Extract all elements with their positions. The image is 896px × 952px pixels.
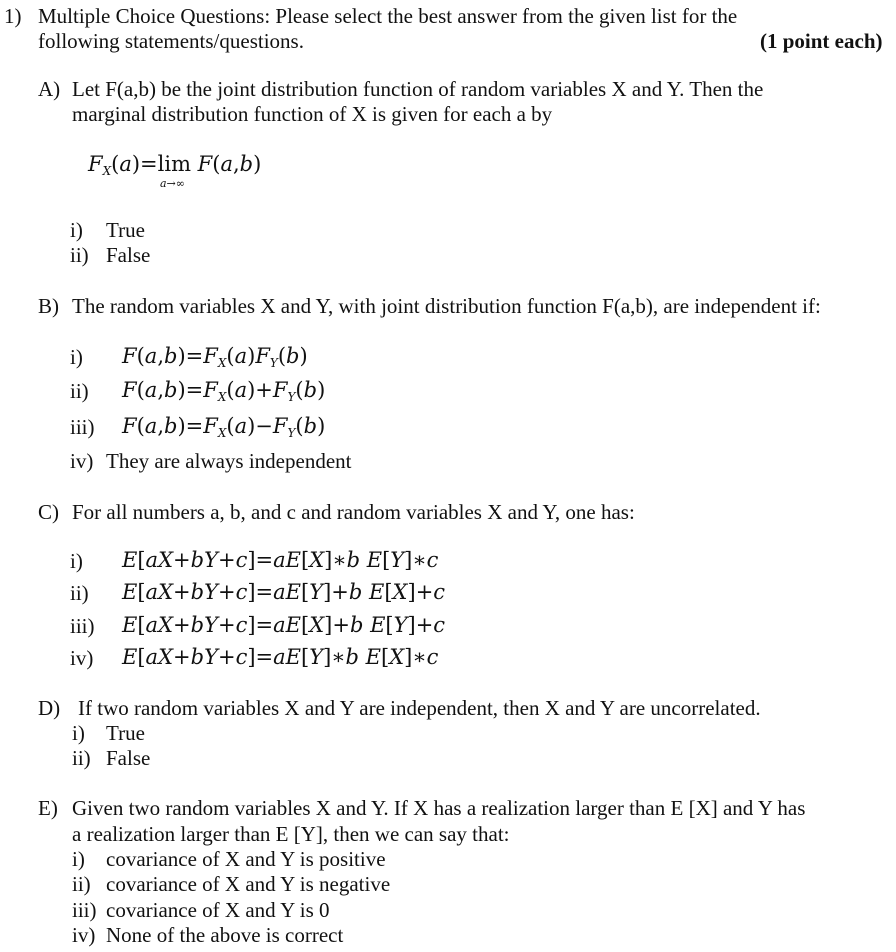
question-c-label: C) [38, 500, 59, 524]
question-e-option-3[interactable]: covariance of X and Y is 0 [106, 898, 330, 922]
question-c-option-4[interactable]: E[aX+bY+c]=aE[Y]∗b E[X]∗c [122, 645, 439, 669]
question-e-line1: Given two random variables X and Y. If X has a realization larger than E [X] and Y has [72, 796, 806, 820]
question-d-option-1-num: i) [72, 721, 85, 745]
question-a-option-1[interactable]: True [106, 218, 145, 242]
question-c-option-3[interactable]: E[aX+bY+c]=aE[X]+b E[Y]+c [122, 613, 446, 637]
question-b-option-3-num: iii) [70, 415, 95, 439]
question-e-option-4-num: iv) [72, 923, 96, 947]
question-e-option-3-num: iii) [72, 898, 97, 922]
question-c-option-1-num: i) [70, 549, 83, 573]
question-e-option-2-num: ii) [72, 872, 91, 896]
question-d-option-2[interactable]: False [106, 746, 151, 770]
question-b-option-1-num: i) [70, 345, 83, 369]
question-a-line2: marginal distribution function of X is given for each a by [72, 102, 553, 126]
question-b-option-2-num: ii) [70, 379, 89, 403]
question-a-formula-limit: a→∞ [160, 177, 185, 190]
section-title-line1: Multiple Choice Questions: Please select the best answer from the given list for the [38, 4, 738, 28]
question-e-label: E) [38, 796, 58, 820]
question-d-line1: If two random variables X and Y are independent, then X and Y are uncorrelated. [78, 696, 761, 720]
question-d-label: D) [38, 696, 61, 720]
question-c-option-4-num: iv) [70, 646, 94, 670]
points-label: (1 point each) [760, 29, 883, 53]
question-b-option-3[interactable]: $F(a,b)=F_X(a)-F_Y(b)$ [122, 414, 326, 440]
question-b-label: B) [38, 294, 59, 318]
question-c-option-1[interactable]: E[aX+bY+c]=aE[X]∗b E[Y]∗c [122, 548, 439, 572]
question-b-option-2[interactable]: $F(a,b)=F_X(a)+F_Y(b)$ [122, 378, 326, 404]
question-b-line1: The random variables X and Y, with joint distribution function F(a,b), are independent if: [72, 294, 821, 318]
question-a-option-2-num: ii) [70, 243, 89, 267]
section-title-line2: following statements/questions. [38, 29, 304, 53]
question-c-option-2[interactable]: E[aX+bY+c]=aE[Y]+b E[X]+c [122, 580, 446, 604]
question-e-option-4[interactable]: None of the above is correct [106, 923, 344, 947]
question-c-option-2-num: ii) [70, 581, 89, 605]
question-a-formula: $F_X(a)=\lim$ F(a,b) [88, 152, 262, 178]
question-number: 1) [4, 4, 22, 28]
question-e-option-2[interactable]: covariance of X and Y is negative [106, 872, 391, 896]
question-a-option-1-num: i) [70, 218, 83, 242]
question-a-line1: Let F(a,b) be the joint distribution function of random variables X and Y. Then the [72, 77, 764, 101]
question-b-option-4[interactable]: They are always independent [106, 449, 352, 473]
question-b-option-1[interactable]: $F(a,b)=F_X(a)F_Y(b)$ [122, 344, 308, 370]
question-e-line2: a realization larger than E [Y], then we can say that: [72, 822, 510, 846]
question-c-option-3-num: iii) [70, 614, 95, 638]
question-d-option-2-num: ii) [72, 746, 91, 770]
question-e-option-1[interactable]: covariance of X and Y is positive [106, 847, 386, 871]
question-b-option-4-num: iv) [70, 449, 94, 473]
question-a-label: A) [38, 77, 61, 101]
question-c-line1: For all numbers a, b, and c and random variables X and Y, one has: [72, 500, 635, 524]
question-d-option-1[interactable]: True [106, 721, 145, 745]
question-e-option-1-num: i) [72, 847, 85, 871]
question-a-option-2[interactable]: False [106, 243, 151, 267]
